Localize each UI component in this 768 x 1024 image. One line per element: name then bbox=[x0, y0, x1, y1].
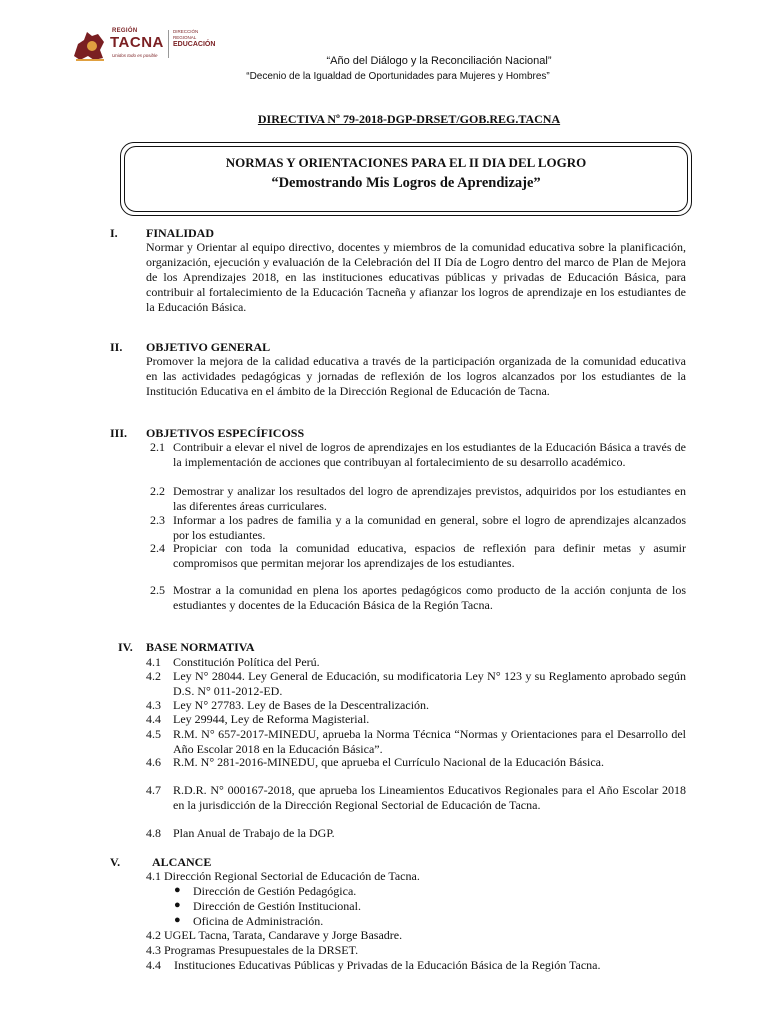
norm-4-4-number: 4.4 bbox=[146, 712, 161, 726]
section-4-title: BASE NORMATIVA bbox=[146, 640, 255, 654]
logo-dre-text bbox=[173, 29, 215, 49]
logo-region-text: REGIÓN bbox=[112, 28, 138, 34]
scope-bullet-1: Dirección de Gestión Pedagógica. bbox=[193, 884, 357, 898]
norm-4-6-text: R.M. N° 281-2016-MINEDU, que aprueba el Currículo Nacional de la Educación Básica. bbox=[173, 755, 605, 769]
section-3-number: III. bbox=[110, 426, 128, 440]
bullet-icon: ● bbox=[174, 884, 181, 896]
logo-dre-line1: DIRECCIÓN bbox=[173, 29, 199, 34]
norm-4-4-text: Ley 29944, Ley de Reforma Magisterial. bbox=[173, 712, 370, 726]
section-2-title: OBJETIVO GENERAL bbox=[146, 340, 271, 354]
objective-2-3-text: Informar a los padres de familia y a la comunidad en general, sobre el logro de aprendizajes alcanzados por los estudiantes. bbox=[173, 513, 686, 542]
objective-2-5-number: 2.5 bbox=[150, 583, 165, 597]
section-5-title: ALCANCE bbox=[152, 855, 212, 869]
year-motto: “Año del Diálogo y la Reconciliación Nacional” bbox=[326, 55, 552, 67]
logo-tacna-text: TACNA bbox=[110, 34, 164, 51]
norm-4-6-number: 4.6 bbox=[146, 755, 161, 769]
section-5-number: V. bbox=[110, 855, 121, 869]
objective-2-2-text: Demostrar y analizar los resultados del logro de aprendizajes previstos, adquiridos por los estudiantes en las diferentes áreas curriculares. bbox=[173, 484, 686, 513]
norm-4-5-number: 4.5 bbox=[146, 727, 161, 741]
norm-4-8-text: Plan Anual de Trabajo de la DGP. bbox=[173, 826, 335, 840]
document-title: NORMAS Y ORIENTACIONES PARA EL II DIA DEL LOGRO bbox=[225, 155, 587, 170]
section-2-text: Promover la mejora de la calidad educativa a través de la participación organizada de la comunidad educativa en las actividades pedagógicas y jornadas de reflexión de los logros alcanzados por los estudiantes de la Institución Educativa en el ámbito de la Dirección Regional de Educación de Tacna. bbox=[146, 354, 686, 398]
section-3-title: OBJETIVOS ESPECÍFICOSS bbox=[146, 426, 305, 440]
document-subtitle: “Demostrando Mis Logros de Aprendizaje” bbox=[271, 175, 541, 191]
scope-4-3: 4.3 Programas Presupuestales de la DRSET. bbox=[146, 943, 359, 957]
logo-divider bbox=[168, 30, 169, 58]
objective-2-1-number: 2.1 bbox=[150, 440, 165, 454]
bullet-icon: ● bbox=[174, 899, 181, 911]
norm-4-1-text: Constitución Política del Perú. bbox=[173, 655, 320, 669]
norm-4-2-number: 4.2 bbox=[146, 669, 161, 683]
norm-4-1-number: 4.1 bbox=[146, 655, 161, 669]
scope-4-2: 4.2 UGEL Tacna, Tarata, Candarave y Jorge Basadre. bbox=[146, 928, 403, 942]
objective-2-4-text: Propiciar con toda la comunidad educativa, espacios de reflexión para definir metas y asumir compromisos que permitan mejorar los aprendizajes de los estudiantes. bbox=[173, 541, 686, 570]
directive-number: DIRECTIVA Nº 79-2018-DGP-DRSET/GOB.REG.TACNA bbox=[257, 112, 561, 126]
scope-bullet-2: Dirección de Gestión Institucional. bbox=[193, 899, 361, 913]
section-1-text: Normar y Orientar al equipo directivo, docentes y miembros de la comunidad educativa sobre la planificación, organización, ejecución y evaluación de la Celebración del II Día de Logro dentro del marco de Plan de Mejora de los Aprendizajes 2018, en las instituciones educativas públicas y privadas de Educación Básica, para contribuir al fortalecimiento de la Educación Tacneña y afianzar los logros de aprendizaje en los estudiantes de la Educación Básica. bbox=[146, 240, 686, 314]
section-1-title: FINALIDAD bbox=[146, 226, 215, 240]
norm-4-5-text: R.M. N° 657-2017-MINEDU, aprueba la Norma Técnica “Normas y Orientaciones para el Desarrollo del Año Escolar 2018 en la Educación Básica”. bbox=[173, 727, 686, 756]
bullet-icon: ● bbox=[174, 914, 181, 926]
norm-4-3-text: Ley N° 27783. Ley de Bases de la Descentralización. bbox=[173, 698, 430, 712]
norm-4-8-number: 4.8 bbox=[146, 826, 161, 840]
objective-2-2-number: 2.2 bbox=[150, 484, 165, 498]
objective-2-5-text: Mostrar a la comunidad en plena los aportes pedagógicos como producto de la acción conjunta de los estudiantes y docentes de la Educación Básica de la Región Tacna. bbox=[173, 583, 686, 612]
objective-2-1-text: Contribuir a elevar el nivel de logros de aprendizajes en los estudiantes de la Educación Básica a través de la implementación de acciones que contribuyan al fortalecimiento de su desarrollo académico. bbox=[173, 440, 686, 469]
decade-motto: “Decenio de la Igualdad de Oportunidades para Mujeres y Hombres” bbox=[246, 71, 550, 82]
objective-2-3-number: 2.3 bbox=[150, 513, 165, 527]
norm-4-2-text: Ley N° 28044. Ley General de Educación, su modificatoria Ley N° 123 y su Reglamento aprobado según D.S. N° 011-2012-ED. bbox=[173, 669, 686, 698]
logo-dre-line2: REGIONAL bbox=[173, 35, 197, 40]
norm-4-7-text: R.D.R. N° 000167-2018, que aprueba los Lineamientos Educativos Regionales para el Año Escolar 2018 en la jurisdicción de la Dirección Regional Sectorial de Educación de Tacna. bbox=[173, 783, 686, 812]
logo-tagline: Unidos todo es posible bbox=[112, 53, 158, 58]
scope-bullet-3: Oficina de Administración. bbox=[193, 914, 324, 928]
scope-4-1: 4.1 Dirección Regional Sectorial de Educación de Tacna. bbox=[146, 869, 420, 883]
section-2-number: II. bbox=[110, 340, 123, 354]
section-4-number: IV. bbox=[118, 640, 133, 654]
objective-2-4-number: 2.4 bbox=[150, 541, 165, 555]
norm-4-3-number: 4.3 bbox=[146, 698, 161, 712]
norm-4-7-number: 4.7 bbox=[146, 783, 161, 797]
section-1-number: I. bbox=[110, 226, 118, 240]
scope-4-4-text: Instituciones Educativas Públicas y Privadas de la Educación Básica de la Región Tacna. bbox=[174, 958, 601, 972]
logo-dre-line3: EDUCACIÓN bbox=[173, 41, 216, 48]
scope-4-4-number: 4.4 bbox=[146, 958, 161, 972]
